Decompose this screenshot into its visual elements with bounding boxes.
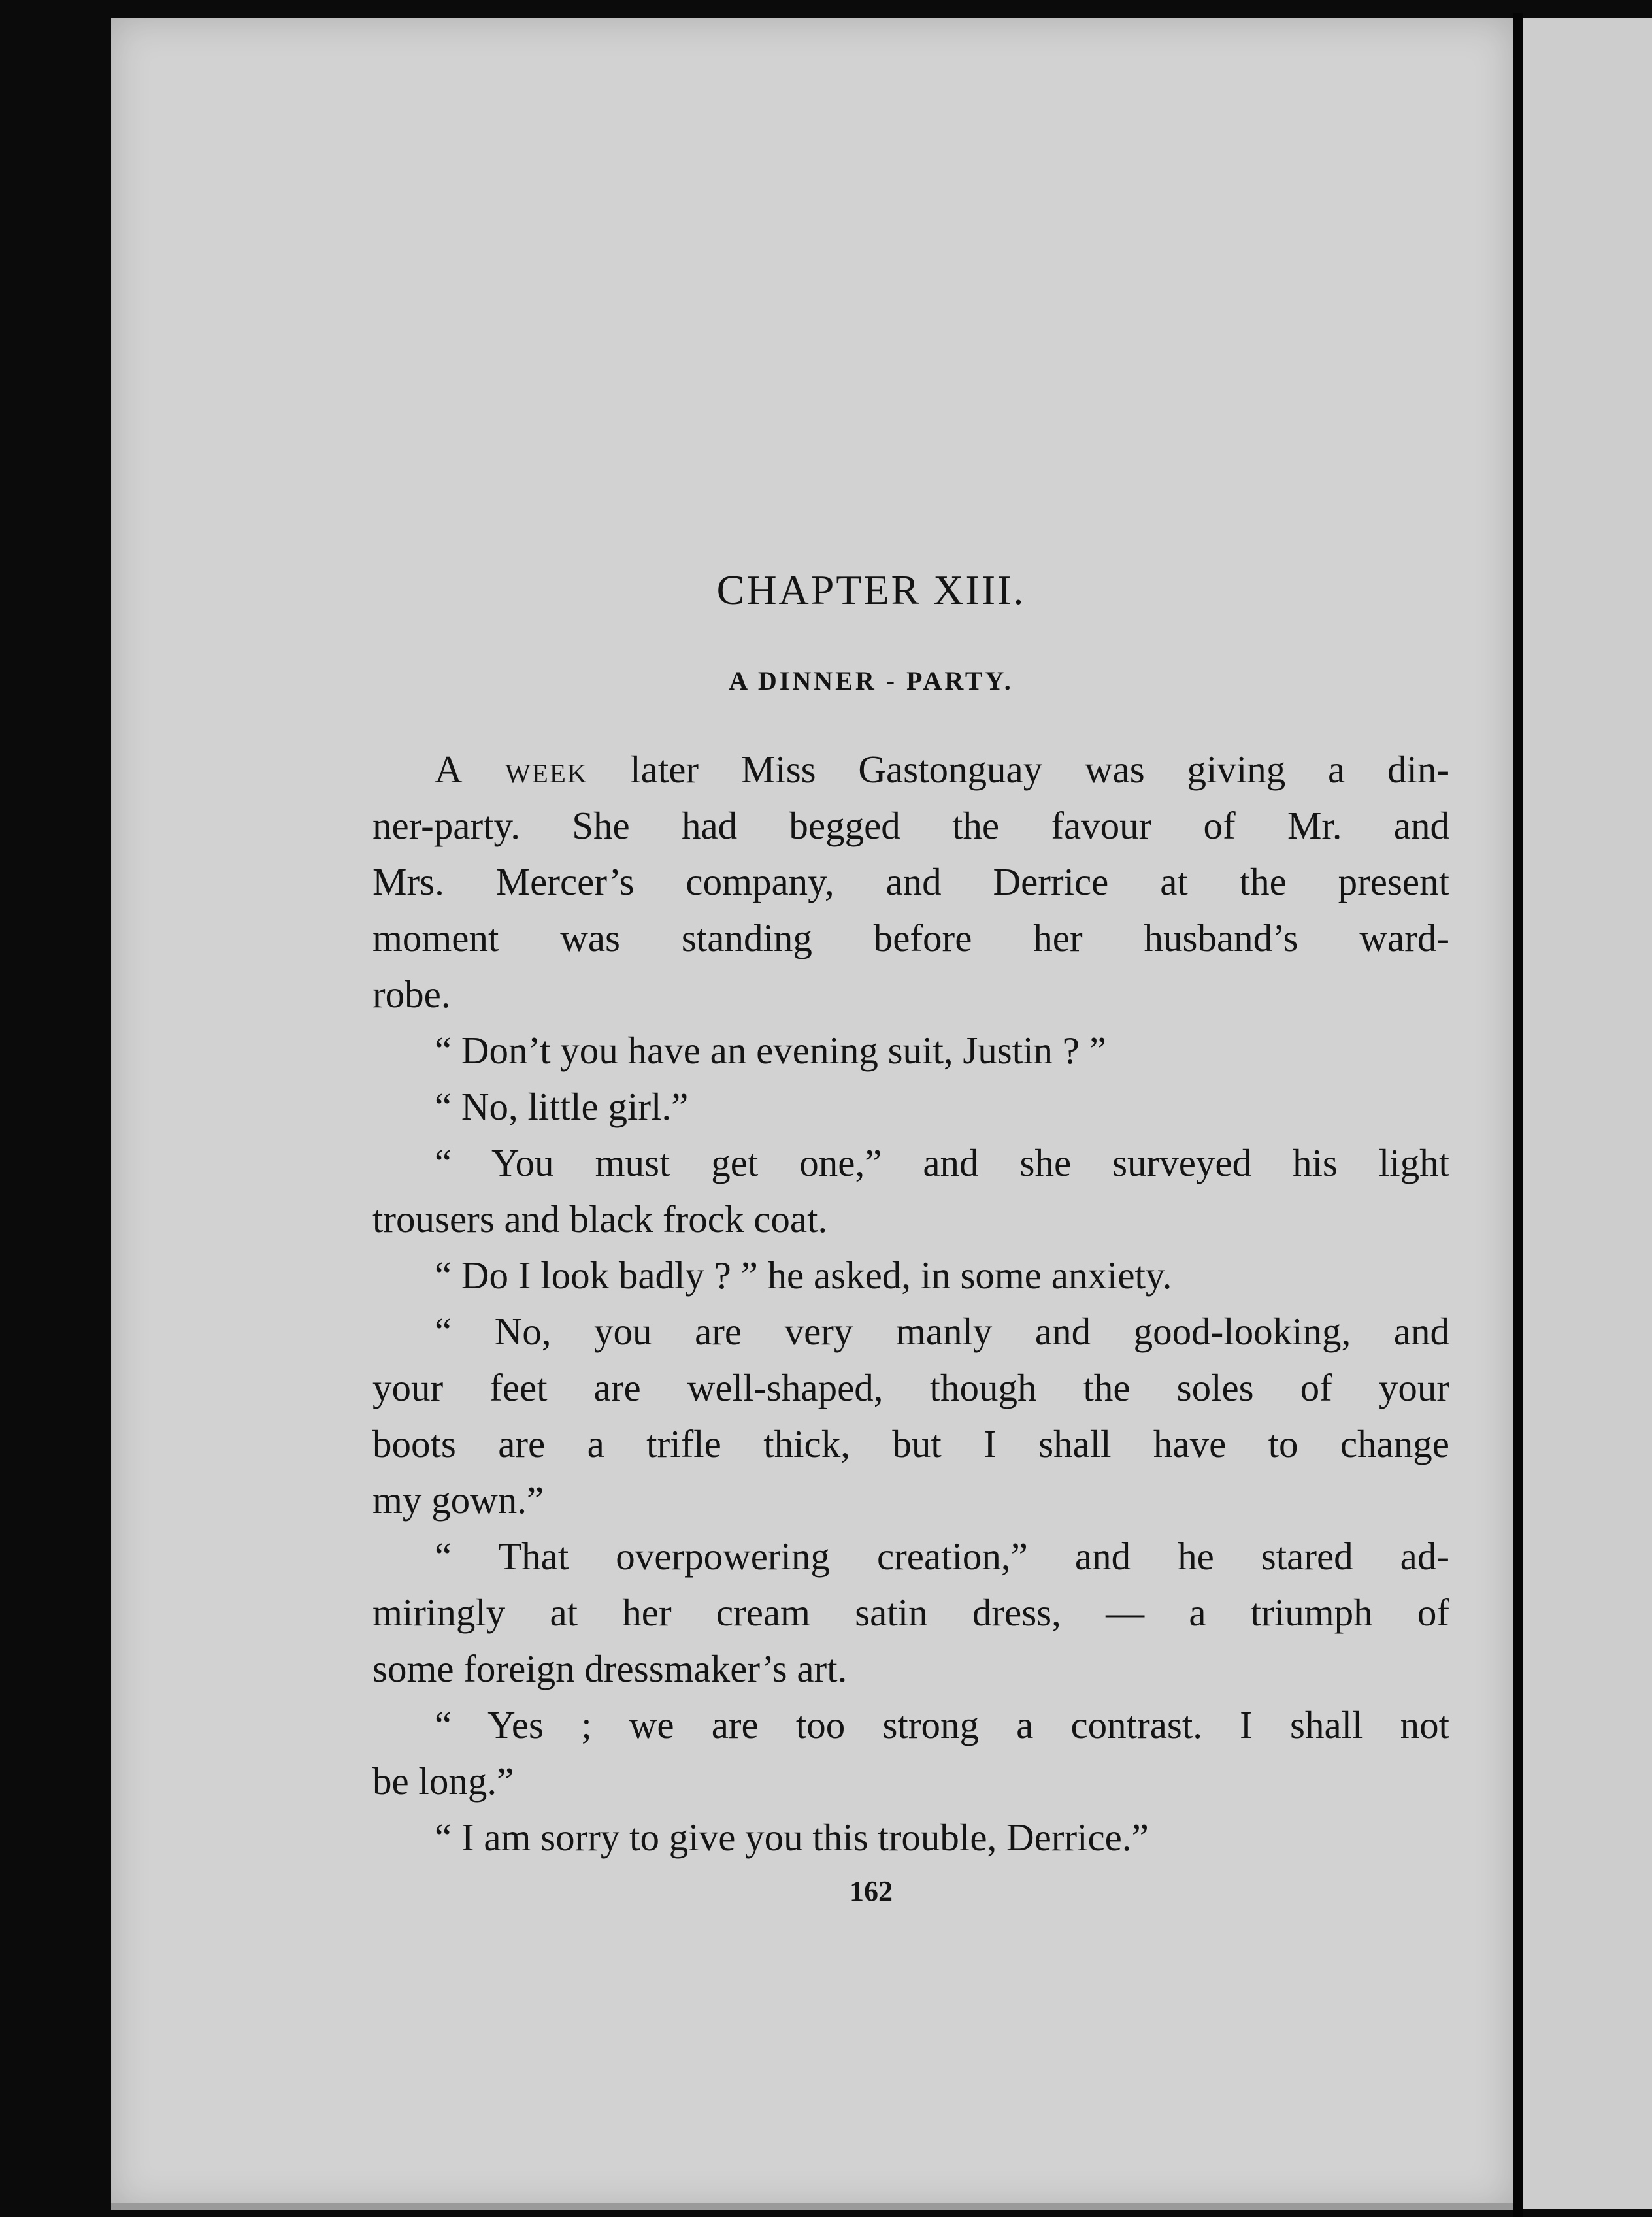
text-line: ner-party. She had begged the favour of Mr. and <box>372 804 1449 847</box>
book-page <box>111 18 1513 2209</box>
text-line: “ I am sorry to give you this trouble, Derrice.” <box>435 1816 1149 1859</box>
text-line: my gown.” <box>372 1478 544 1522</box>
text-line: moment was standing before her husband’s ward- <box>372 916 1449 959</box>
text-line: miringly at her cream satin dress, — a triumph of <box>372 1591 1449 1634</box>
page-number: 162 <box>850 1875 893 1907</box>
text-line: be long.” <box>372 1759 514 1803</box>
text-line: boots are a trifle thick, but I shall have to change <box>372 1422 1449 1465</box>
text-line: A week later Miss Gastonguay was giving a din- <box>435 748 1449 791</box>
chapter-title: CHAPTER XIII. <box>716 567 1026 613</box>
text-line: some foreign dressmaker’s art. <box>372 1647 848 1690</box>
text-line: “ You must get one,” and she surveyed his light <box>435 1141 1449 1184</box>
chapter-subtitle: A DINNER - PARTY. <box>729 666 1014 695</box>
text-line: trousers and black frock coat. <box>372 1197 828 1241</box>
text-line: “ Yes ; we are too strong a contrast. I shall not <box>435 1703 1449 1746</box>
text-line: Mrs. Mercer’s company, and Derrice at the present <box>372 860 1449 903</box>
lead-word: A week <box>435 748 588 791</box>
text-line: “ Do I look badly ? ” he asked, in some anxiety. <box>435 1254 1172 1297</box>
text-line: “ Don’t you have an evening suit, Justin ? ” <box>435 1029 1106 1072</box>
text-line: “ No, little girl.” <box>435 1085 689 1128</box>
facing-page-edge <box>1523 18 1652 2209</box>
text-line: robe. <box>372 973 451 1016</box>
gutter-shadow <box>1513 13 1523 2217</box>
page-bottom-edge <box>111 2203 1513 2210</box>
text-line: your feet are well-shaped, though the soles of your <box>372 1366 1449 1409</box>
text-line: “ No, you are very manly and good-looking, and <box>435 1310 1449 1353</box>
text-line: “ That overpowering creation,” and he stared ad- <box>435 1535 1449 1578</box>
body-text <box>372 741 1449 1865</box>
